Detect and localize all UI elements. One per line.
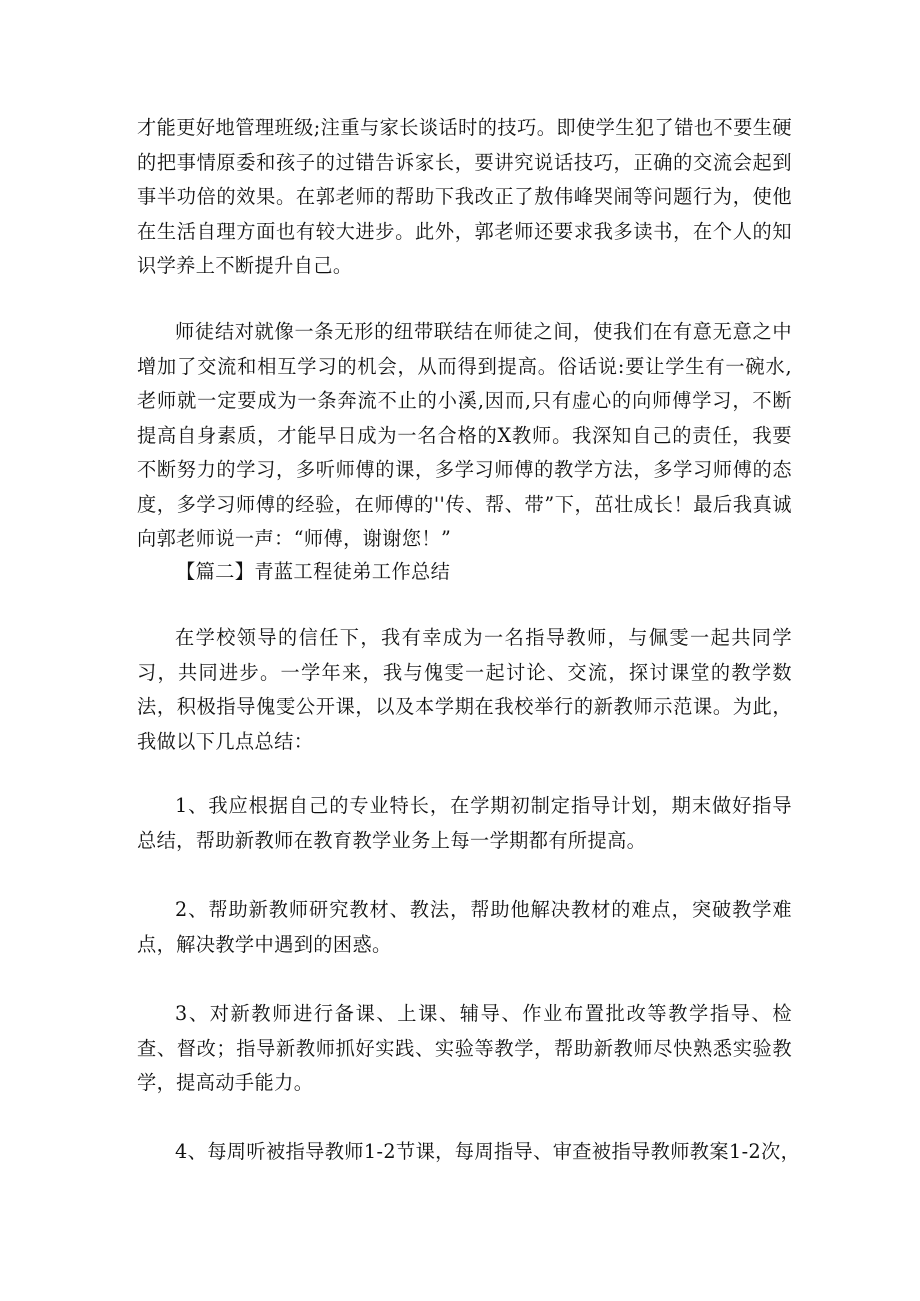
list-item-point-1: 1、我应根据自己的专业特长，在学期初制定指导计划，期末做好指导总结，帮助新教师在教育教学业务上每一学期都有所提高。: [137, 794, 792, 852]
list-item-point-2: 2、帮助新教师研究教材、教法，帮助他解决教材的难点，突破教学难点，解决教学中遇到的困惑。: [137, 898, 792, 956]
paragraph-management-skills: 才能更好地管理班级;注重与家长谈话时的技巧。即使学生犯了错也不要生硬的把事情原委和孩子的过错告诉家长，要讲究说话技巧，正确的交流会起到事半功倍的效果。在郭老师的帮助下我改正了敖伟峰哭闹等问题行为，使他在生活自理方面也有较大进步。此外，郭老师还要求我多读书，在个人的知识学养上不断提升自己。: [137, 116, 792, 277]
paragraph-intro-mentor: 在学校领导的信任下，我有幸成为一名指导教师，与佩雯一起共同学习，共同进步。一学年来，我与傀雯一起讨论、交流，探讨课堂的教学数法，积极指导傀雯公开课，以及本学期在我校举行的新教师示范课。为此，我做以下几点总结：: [137, 626, 792, 753]
section-heading: 【篇二】青蓝工程徒弟工作总结: [176, 560, 451, 583]
paragraph-mentor-bond: 师徒结对就像一条无形的纽带联结在师徒之间，使我们在有意无意之中增加了交流和相互学习的机会，从而得到提高。俗话说:要让学生有一碗水,老师就一定要成为一条奔流不止的小溪,因而,只有虚心的向师傅学习，不断提高自身素质，才能早日成为一名合格的X教师。我深知自己的责任，我要不断努力的学习，多听师傅的课，多学习师傅的教学方法，多学习师傅的态度，多学习师傅的经验，在师傅的''传、帮、带”下，茁壮成长！最后我真诚向郭老师说一声：“师傅，谢谢您！”: [137, 320, 792, 550]
list-item-point-3: 3、对新教师进行备课、上课、辅导、作业布置批改等教学指导、检查、督改；指导新教师抓好实践、实验等教学，帮助新教师尽快熟悉实验教学，提高动手能力。: [137, 1002, 792, 1094]
list-item-point-4: 4、每周听被指导教师1-2节课，每周指导、审查被指导教师教案1-2次，: [175, 1140, 801, 1163]
